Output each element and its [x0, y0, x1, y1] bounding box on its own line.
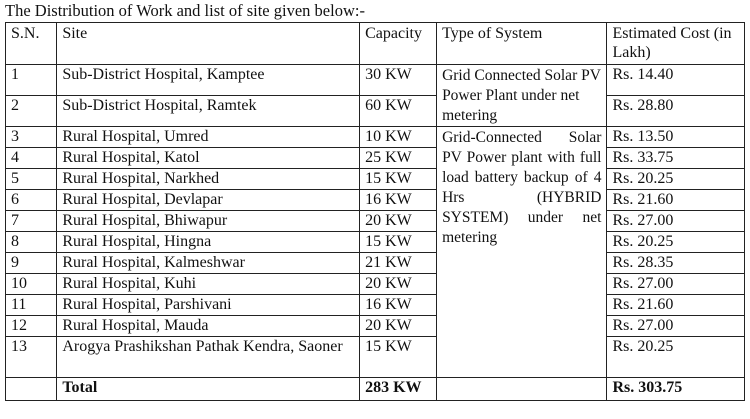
- cell-capacity: 16 KW: [360, 295, 437, 316]
- table-row: [6, 190, 745, 211]
- cell-total-sn: [6, 378, 57, 401]
- cell-sn: 8: [6, 232, 57, 253]
- cell-site: Sub-District Hospital, Kamptee: [57, 65, 360, 96]
- cell-sn: 9: [6, 253, 57, 274]
- document-heading: The Distribution of Work and list of site given below:-: [5, 1, 365, 20]
- table-row: [6, 65, 745, 96]
- table-row: [6, 316, 745, 337]
- cell-cost: Rs. 28.80: [607, 96, 745, 127]
- table-row: [6, 211, 745, 232]
- cell-cost: Rs. 20.25: [607, 337, 745, 378]
- cell-site: Rural Hospital, Devlapar: [57, 190, 360, 211]
- cell-system-type-hybrid: Grid-Connected Solar PV Power plant with full load battery backup of 4 Hrs (HYBRID SYSTEM) under net metering: [437, 127, 607, 378]
- cell-cost: Rs. 20.25: [607, 232, 745, 253]
- cell-capacity: 25 KW: [360, 148, 437, 169]
- cell-total-type: [437, 378, 607, 401]
- table-row: [6, 232, 745, 253]
- cell-cost: Rs. 14.40: [607, 65, 745, 96]
- cell-capacity: 16 KW: [360, 190, 437, 211]
- cell-capacity: 20 KW: [360, 211, 437, 232]
- cell-cost: Rs. 27.00: [607, 316, 745, 337]
- table-row: [6, 127, 745, 148]
- cell-sn: 11: [6, 295, 57, 316]
- header-type-of-system: Type of System: [437, 23, 607, 65]
- header-site: Site: [57, 23, 360, 65]
- table-total-row: [6, 378, 745, 401]
- cell-site: Rural Hospital, Kuhi: [57, 274, 360, 295]
- cell-sn: 13: [6, 337, 57, 378]
- cell-capacity: 20 KW: [360, 316, 437, 337]
- table-row: [6, 295, 745, 316]
- table-row: [6, 169, 745, 190]
- cell-capacity: 21 KW: [360, 253, 437, 274]
- cell-sn: 1: [6, 65, 57, 96]
- cell-sn: 2: [6, 96, 57, 127]
- cell-cost: Rs. 21.60: [607, 295, 745, 316]
- table-row: [6, 253, 745, 274]
- cell-site: Arogya Prashikshan Pathak Kendra, Saoner: [57, 337, 360, 378]
- cell-sn: 10: [6, 274, 57, 295]
- cell-sn: 12: [6, 316, 57, 337]
- cell-capacity: 15 KW: [360, 232, 437, 253]
- cell-site: Rural Hospital, Kalmeshwar: [57, 253, 360, 274]
- cell-sn: 3: [6, 127, 57, 148]
- cell-capacity: 10 KW: [360, 127, 437, 148]
- cell-cost: Rs. 21.60: [607, 190, 745, 211]
- cell-sn: 5: [6, 169, 57, 190]
- cell-capacity: 15 KW: [360, 337, 437, 378]
- table-row: [6, 96, 745, 127]
- cell-site: Rural Hospital, Mauda: [57, 316, 360, 337]
- cell-system-type-grid: Grid Connected Solar PV Power Plant under net metering: [437, 65, 607, 127]
- cell-cost: Rs. 33.75: [607, 148, 745, 169]
- site-distribution-table: [5, 22, 745, 401]
- header-capacity: Capacity: [360, 23, 437, 65]
- header-estimated-cost: Estimated Cost (in Lakh): [607, 23, 745, 65]
- cell-cost: Rs. 27.00: [607, 211, 745, 232]
- cell-total-cost: Rs. 303.75: [607, 378, 745, 401]
- table-row: [6, 148, 745, 169]
- table-row: [6, 337, 745, 378]
- table-header-row: [6, 23, 745, 65]
- cell-cost: Rs. 27.00: [607, 274, 745, 295]
- cell-sn: 6: [6, 190, 57, 211]
- cell-sn: 4: [6, 148, 57, 169]
- cell-capacity: 30 KW: [360, 65, 437, 96]
- cell-sn: 7: [6, 211, 57, 232]
- cell-cost: Rs. 13.50: [607, 127, 745, 148]
- cell-capacity: 20 KW: [360, 274, 437, 295]
- cell-site: Rural Hospital, Hingna: [57, 232, 360, 253]
- cell-total-label: Total: [57, 378, 360, 401]
- cell-cost: Rs. 28.35: [607, 253, 745, 274]
- cell-capacity: 60 KW: [360, 96, 437, 127]
- cell-total-capacity: 283 KW: [360, 378, 437, 401]
- cell-cost: Rs. 20.25: [607, 169, 745, 190]
- cell-site: Sub-District Hospital, Ramtek: [57, 96, 360, 127]
- cell-capacity: 15 KW: [360, 169, 437, 190]
- cell-site: Rural Hospital, Narkhed: [57, 169, 360, 190]
- cell-site: Rural Hospital, Katol: [57, 148, 360, 169]
- cell-site: Rural Hospital, Umred: [57, 127, 360, 148]
- header-sn: S.N.: [6, 23, 57, 65]
- cell-site: Rural Hospital, Parshivani: [57, 295, 360, 316]
- cell-site: Rural Hospital, Bhiwapur: [57, 211, 360, 232]
- table-row: [6, 274, 745, 295]
